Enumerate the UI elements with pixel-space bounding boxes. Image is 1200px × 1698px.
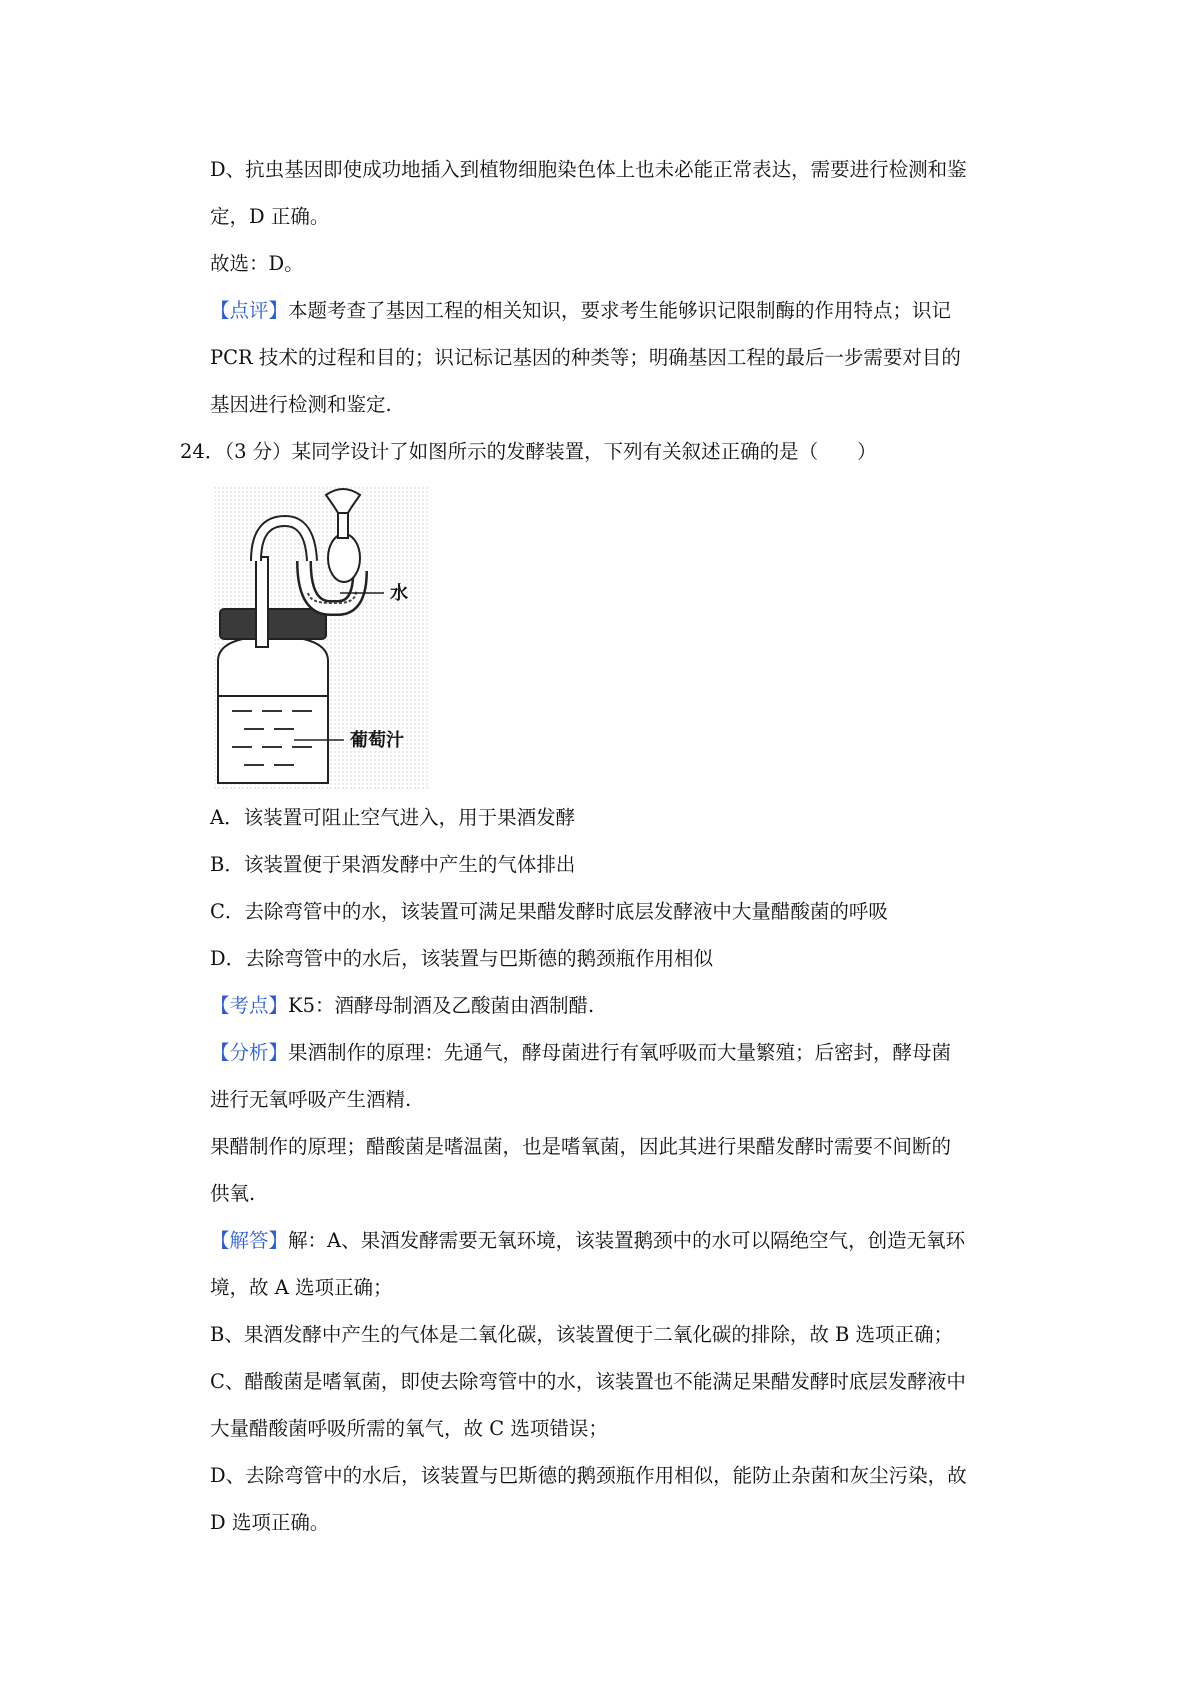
figure-label-juice: 葡萄汁 — [350, 730, 404, 751]
figure-label-water: 水 — [390, 583, 408, 604]
jieda-line6: D、去除弯管中的水后，该装置与巴斯德的鹅颈瓶作用相似，能防止杂菌和灰尘污染，故 — [210, 1464, 967, 1487]
kaodian-line — [210, 994, 594, 1018]
fenxi-line2: 进行无氧呼吸产生酒精. — [210, 1088, 412, 1111]
review-text: 本题考查了基因工程的相关知识，要求考生能够识记限制酶的作用特点；识记 — [288, 299, 952, 322]
kaodian-text: K5：酒酵母制酒及乙酸菌由酒制醋. — [288, 994, 595, 1017]
jieda-tag: 【解答】 — [210, 1229, 289, 1252]
review-line2: PCR 技术的过程和目的；识记标记基因的种类等；明确基因工程的最后一步需要对目的 — [210, 346, 961, 369]
option-a: A．该装置可阻止空气进入，用于果酒发酵 — [210, 806, 576, 829]
jieda-line3: B、果酒发酵中产生的气体是二氧化碳，该装置便于二氧化碳的排除，故 B 选项正确； — [210, 1323, 954, 1346]
question-stem: 24．（3 分）某同学设计了如图所示的发酵装置，下列有关叙述正确的是（ ） — [180, 440, 877, 463]
fenxi-text1: 果酒制作的原理：先通气，酵母菌进行有氧呼吸而大量繁殖；后密封，酵母菌 — [288, 1041, 952, 1064]
jieda-line7: D 选项正确。 — [210, 1511, 330, 1534]
fenxi-line4: 供氧. — [210, 1182, 256, 1205]
option-b: B．该装置便于果酒发酵中产生的气体排出 — [210, 853, 576, 876]
jieda-line2: 境，故 A 选项正确； — [210, 1276, 393, 1299]
prev-choice: 故选：D。 — [210, 252, 304, 275]
prev-d-line2: 定，D 正确。 — [210, 205, 330, 228]
jieda-line1 — [210, 1229, 965, 1253]
jieda-text1: 解：A、果酒发酵需要无氧环境，该装置鹅颈中的水可以隔绝空气，创造无氧环 — [288, 1229, 966, 1252]
kaodian-tag: 【考点】 — [210, 994, 289, 1017]
jieda-line5: 大量醋酸菌呼吸所需的氧气，故 C 选项错误； — [210, 1417, 608, 1440]
review-line3: 基因进行检测和鉴定. — [210, 393, 392, 416]
prev-d-line1: D、抗虫基因即使成功地插入到植物细胞染色体上也未必能正常表达，需要进行检测和鉴 — [210, 158, 967, 181]
option-c: C．去除弯管中的水，该装置可满足果醋发酵时底层发酵液中大量醋酸菌的呼吸 — [210, 900, 888, 923]
option-d: D．去除弯管中的水后，该装置与巴斯德的鹅颈瓶作用相似 — [210, 947, 714, 970]
fenxi-line3: 果醋制作的原理；醋酸菌是嗜温菌，也是嗜氧菌，因此其进行果醋发酵时需要不间断的 — [210, 1135, 952, 1158]
fenxi-line1 — [210, 1041, 951, 1065]
fenxi-tag: 【分析】 — [210, 1041, 289, 1064]
jieda-line4: C、醋酸菌是嗜氧菌，即使去除弯管中的水，该装置也不能满足果醋发酵时底层发酵液中 — [210, 1370, 966, 1393]
review-tag: 【点评】 — [210, 299, 289, 322]
review-line1 — [210, 299, 951, 323]
